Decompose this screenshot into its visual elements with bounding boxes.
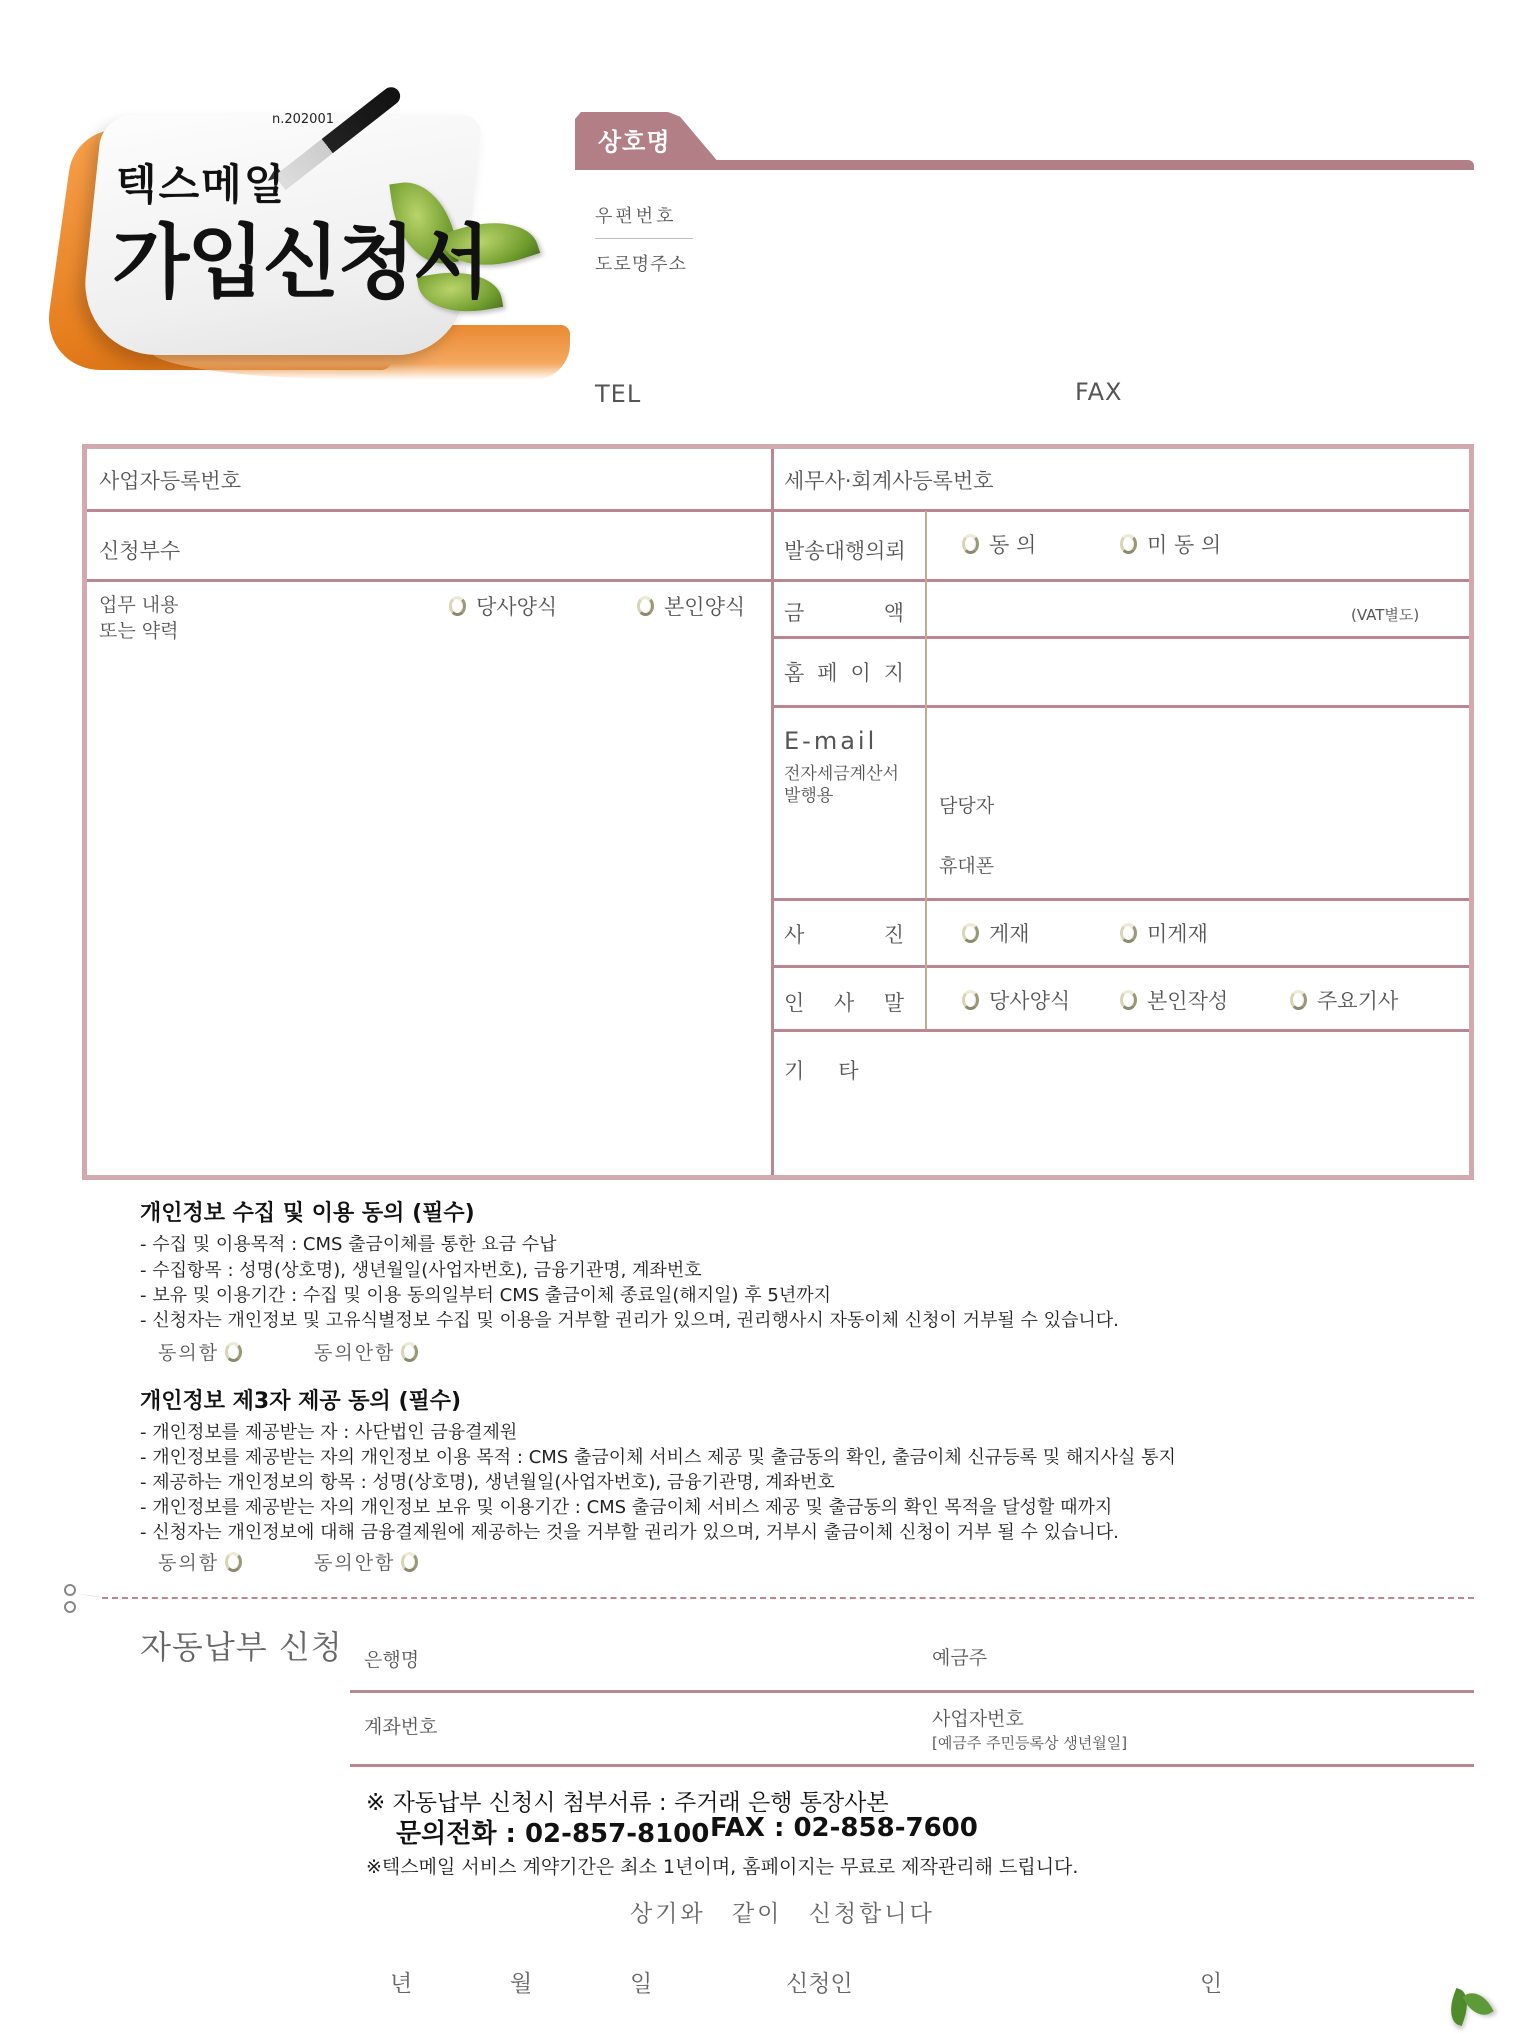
privacy-third-party-disagree[interactable] (314, 1548, 418, 1575)
homepage-label-char: 지 (883, 661, 904, 685)
greeting-label (784, 987, 904, 1017)
amount-label (784, 597, 904, 627)
radio-icon[interactable] (1120, 990, 1137, 1010)
greeting-option-self-written[interactable] (1120, 985, 1228, 1015)
vat-note: (VAT별도) (1351, 606, 1420, 624)
business-content-option-own-form[interactable] (637, 591, 745, 621)
attachment-note: ※ 자동납부 신청시 첨부서류 : 주거래 은행 통장사본 (366, 1790, 889, 1816)
option-label: 당사양식 (476, 595, 558, 619)
radio-icon[interactable] (962, 534, 979, 554)
radio-icon[interactable] (962, 990, 979, 1010)
month-label: 월 (510, 1971, 533, 1997)
option-label: 미게재 (1147, 922, 1208, 946)
option-label: 당사양식 (989, 989, 1071, 1013)
column-divider (771, 449, 774, 1175)
photo-option-no-publish[interactable] (1120, 918, 1208, 948)
privacy-collection-disagree[interactable] (314, 1338, 418, 1365)
leaf-icon (1462, 1987, 1493, 2021)
greeting-label-char: 인 (784, 991, 805, 1015)
option-label: 주요기사 (1317, 989, 1399, 1013)
privacy-collection-item: - 보유 및 이용기간 : 수집 및 이용 동의일부터 CMS 출금이체 종료일(해지일) 후 5년까지 (140, 1285, 831, 1306)
radio-icon[interactable] (1290, 990, 1307, 1010)
delivery-request-label: 발송대행의뢰 (784, 539, 906, 563)
radio-icon[interactable] (225, 1552, 242, 1572)
row-divider (87, 509, 771, 512)
autopay-row-divider (350, 1690, 1474, 1693)
account-number-label: 계좌번호 (364, 1716, 438, 1738)
row-divider (773, 579, 1469, 582)
autopay-row-divider (350, 1764, 1474, 1767)
radio-icon[interactable] (449, 596, 466, 616)
biz-number-note: [예금주 주민등록상 생년월일] (932, 1734, 1128, 1752)
photo-label-char: 사 (784, 923, 805, 947)
autopay-title: 자동납부 신청 (140, 1628, 343, 1666)
service-note: ※텍스메일 서비스 계약기간은 최소 1년이며, 홈페이지는 무료로 제작관리해 드립니다. (366, 1856, 1079, 1878)
account-holder-label: 예금주 (932, 1647, 988, 1669)
privacy-third-party-agree[interactable] (158, 1548, 242, 1575)
privacy-third-party-item: - 개인정보를 제공받는 자의 개인정보 보유 및 이용기간 : CMS 출금이체 서비스 제공 및 출금동의 확인 목적을 달성할 때까지 (140, 1497, 1113, 1518)
radio-icon[interactable] (962, 923, 979, 943)
photo-option-publish[interactable] (962, 918, 1030, 948)
contact-phone: 문의전화 : 02-857-8100 (396, 1819, 710, 1849)
day-label: 일 (630, 1971, 653, 1997)
delivery-option-disagree[interactable] (1120, 529, 1221, 559)
agree-label: 동의함 (158, 1342, 220, 1364)
photo-label-char: 진 (883, 923, 904, 947)
label-column-divider (925, 511, 927, 1029)
agree-label: 동의함 (158, 1552, 220, 1574)
postal-divider (595, 238, 693, 239)
delivery-option-agree[interactable] (962, 529, 1036, 559)
disagree-label: 동의안함 (314, 1342, 396, 1364)
row-divider (773, 636, 1469, 639)
email-label: E-mail (784, 727, 878, 755)
brand-name: 텍스메일 (116, 160, 287, 209)
business-reg-label: 사업자등록번호 (99, 469, 242, 493)
etc-label-char: 타 (838, 1059, 859, 1083)
homepage-label (784, 657, 904, 687)
homepage-label-char: 이 (850, 661, 871, 685)
bank-name-label: 은행명 (364, 1649, 420, 1671)
radio-icon[interactable] (401, 1342, 418, 1362)
radio-icon[interactable] (1120, 923, 1137, 943)
email-sub-label (784, 763, 899, 807)
company-name-label: 상호명 (598, 128, 671, 156)
business-content-label-line1: 업무 내용 (99, 594, 179, 616)
homepage-label-char: 홈 (784, 661, 805, 685)
seal-label: 인 (1200, 1971, 1223, 1997)
tax-accountant-reg-label: 세무사·회계사등록번호 (784, 469, 994, 493)
disagree-label: 동의안함 (314, 1552, 396, 1574)
privacy-collection-item: - 수집항목 : 성명(상호명), 생년월일(사업자번호), 금융기관명, 계좌번호 (140, 1260, 702, 1281)
privacy-collection-title: 개인정보 수집 및 이용 동의 (필수) (140, 1201, 475, 1226)
contact-fax: FAX : 02-858-7600 (710, 1813, 978, 1843)
privacy-collection-item: - 신청자는 개인정보 및 고유식별정보 수집 및 이용을 거부할 권리가 있으며, 권리행사시 자동이체 신청이 거부될 수 있습니다. (140, 1310, 1119, 1331)
privacy-third-party-item: - 개인정보를 제공받는 자의 개인정보 이용 목적 : CMS 출금이체 서비스 제공 및 출금동의 확인, 출금이체 신규등록 및 해지사실 통지 (140, 1447, 1176, 1468)
year-label: 년 (390, 1971, 413, 1997)
business-content-label-line2: 또는 약력 (99, 620, 179, 642)
email-sub-line1: 전자세금계산서 (784, 764, 899, 784)
amount-label-char: 금 (784, 601, 805, 625)
fax-label: FAX (1075, 378, 1123, 406)
privacy-third-party-title: 개인정보 제3자 제공 동의 (필수) (140, 1389, 462, 1414)
manager-label: 담당자 (939, 795, 995, 817)
email-sub-line2: 발행용 (784, 786, 834, 806)
amount-label-char: 액 (883, 601, 904, 625)
radio-icon[interactable] (637, 596, 654, 616)
radio-icon[interactable] (225, 1342, 242, 1362)
row-divider (773, 1029, 1469, 1032)
page-title: 가입신청서 (112, 216, 489, 309)
business-content-option-company-form[interactable] (449, 591, 557, 621)
option-label: 미 동 의 (1147, 533, 1222, 557)
row-divider (773, 965, 1469, 968)
row-divider (87, 579, 771, 582)
company-name-bar (575, 160, 1474, 170)
homepage-label-char: 페 (817, 661, 838, 685)
photo-label (784, 919, 904, 949)
option-label: 본인양식 (664, 595, 746, 619)
option-label: 본인작성 (1147, 989, 1229, 1013)
road-address-label: 도로명주소 (595, 254, 687, 275)
greeting-option-key-article[interactable] (1290, 985, 1398, 1015)
tel-label: TEL (595, 380, 642, 408)
etc-label (784, 1055, 859, 1085)
privacy-collection-item: - 수집 및 이용목적 : CMS 출금이체를 통한 요금 수납 (140, 1234, 557, 1255)
greeting-option-company-form[interactable] (962, 985, 1070, 1015)
privacy-third-party-item: - 제공하는 개인정보의 항목 : 성명(상호명), 생년월일(사업자번호), 금융기관명, 계좌번호 (140, 1472, 835, 1493)
etc-label-char: 기 (784, 1059, 805, 1083)
option-label: 게재 (989, 922, 1030, 946)
application-table (82, 444, 1474, 1180)
applicant-label: 신청인 (786, 1971, 853, 1997)
mobile-label: 휴대폰 (939, 855, 995, 877)
copies-label: 신청부수 (99, 539, 181, 563)
postal-code-label: 우편번호 (595, 206, 677, 227)
privacy-third-party-item: - 신청자는 개인정보에 대해 금융결제원에 제공하는 것을 거부할 권리가 있으며, 거부시 출금이체 신청이 거부 될 수 있습니다. (140, 1522, 1119, 1543)
radio-icon[interactable] (1120, 534, 1137, 554)
privacy-collection-agree[interactable] (158, 1338, 242, 1365)
confirm-statement: 상기와 같이 신청합니다 (630, 1901, 935, 1927)
biz-number-label: 사업자번호 (932, 1708, 1024, 1730)
privacy-third-party-item: - 개인정보를 제공받는 자 : 사단법인 금융결제원 (140, 1422, 518, 1443)
radio-icon[interactable] (401, 1552, 418, 1572)
logo-graphic (40, 70, 560, 430)
greeting-label-char: 사 (833, 991, 855, 1015)
form-version: n.202001 (272, 112, 334, 127)
option-label: 동 의 (989, 533, 1037, 557)
row-divider (773, 509, 1469, 512)
cut-line (102, 1597, 1474, 1599)
row-divider (773, 898, 1469, 901)
greeting-label-char: 말 (883, 991, 904, 1015)
row-divider (773, 705, 1469, 708)
business-content-label (99, 592, 178, 644)
